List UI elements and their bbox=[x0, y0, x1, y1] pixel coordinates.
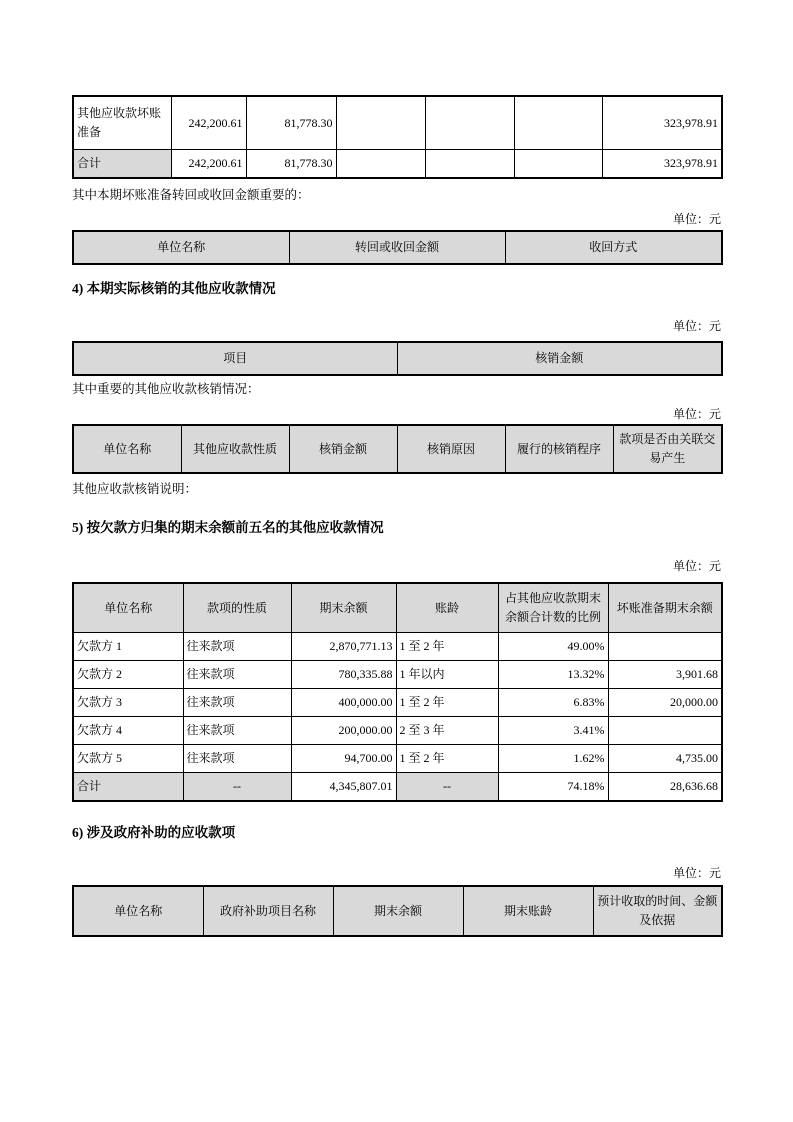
unit-label: 单位：元 bbox=[672, 407, 721, 421]
column-header: 政府补助项目名称 bbox=[203, 886, 333, 936]
cell-empty bbox=[336, 96, 425, 150]
total-label: 合计 bbox=[73, 150, 171, 179]
aging-cell: 1 至 2 年 bbox=[396, 633, 498, 661]
ratio-cell: 6.83% bbox=[498, 689, 608, 717]
column-header: 单位名称 bbox=[73, 425, 181, 473]
debtor-name: 欠款方 5 bbox=[73, 745, 183, 773]
nature-cell: 往来款项 bbox=[183, 745, 291, 773]
column-header: 坏账准备期末余额 bbox=[608, 583, 722, 633]
column-header: 单位名称 bbox=[73, 231, 289, 264]
nature-cell: 往来款项 bbox=[183, 717, 291, 745]
column-header: 核销金额 bbox=[397, 342, 722, 375]
header-row bbox=[73, 231, 722, 264]
provision-cell: 3,901.68 bbox=[608, 661, 722, 689]
provision-cell: 20,000.00 bbox=[608, 689, 722, 717]
section4-heading: 4) 本期实际核销的其他应收款情况 bbox=[72, 281, 276, 296]
balance-cell: 2,870,771.13 bbox=[291, 633, 396, 661]
table-row bbox=[73, 96, 722, 150]
debtor-name: 欠款方 3 bbox=[73, 689, 183, 717]
column-header: 账龄 bbox=[396, 583, 498, 633]
column-header: 预计收取的时间、金额及依据 bbox=[593, 886, 722, 936]
cell-value: 242,200.61 bbox=[171, 150, 246, 179]
table-row bbox=[73, 633, 722, 661]
provision-cell bbox=[608, 633, 722, 661]
section5-heading: 5) 按欠款方归集的期末余额前五名的其他应收款情况 bbox=[72, 520, 384, 535]
ratio-cell: 13.32% bbox=[498, 661, 608, 689]
subsidy-table bbox=[72, 885, 723, 937]
header-row bbox=[73, 583, 722, 633]
note-writeoff: 其中重要的其他应收款核销情况： bbox=[72, 382, 260, 396]
table-row bbox=[73, 717, 722, 745]
cell-value: 81,778.30 bbox=[246, 150, 336, 179]
debtor-name: 欠款方 1 bbox=[73, 633, 183, 661]
cell-value: 81,778.30 bbox=[246, 96, 336, 150]
section6-heading: 6) 涉及政府补助的应收款项 bbox=[72, 825, 236, 840]
column-header: 收回方式 bbox=[505, 231, 722, 264]
column-header: 期末账龄 bbox=[463, 886, 593, 936]
column-header: 款项的性质 bbox=[183, 583, 291, 633]
column-header: 款项是否由关联交易产生 bbox=[613, 425, 722, 473]
unit-label: 单位：元 bbox=[672, 559, 721, 573]
note-writeoff-desc: 其他应收款核销说明： bbox=[72, 482, 198, 496]
column-header: 期末余额 bbox=[291, 583, 396, 633]
header-row bbox=[73, 342, 722, 375]
note-recovery: 其中本期坏账准备转回或收回金额重要的： bbox=[72, 188, 310, 202]
balance-cell: 400,000.00 bbox=[291, 689, 396, 717]
cell-value: 323,978.91 bbox=[602, 96, 722, 150]
nature-cell: 往来款项 bbox=[183, 633, 291, 661]
balance-cell: 4,345,807.01 bbox=[291, 773, 396, 802]
debtor-name: 欠款方 2 bbox=[73, 661, 183, 689]
cell-empty bbox=[425, 96, 514, 150]
unit-label: 单位：元 bbox=[672, 319, 721, 333]
column-header: 单位名称 bbox=[73, 583, 183, 633]
balance-cell: 94,700.00 bbox=[291, 745, 396, 773]
table-row bbox=[73, 689, 722, 717]
column-header: 履行的核销程序 bbox=[505, 425, 613, 473]
row-label: 其他应收款坏账准备 bbox=[73, 96, 171, 150]
cell-empty bbox=[336, 150, 425, 179]
nature-cell: 往来款项 bbox=[183, 661, 291, 689]
column-header: 其他应收款性质 bbox=[181, 425, 289, 473]
unit-label: 单位：元 bbox=[672, 866, 721, 880]
cell-empty bbox=[514, 150, 602, 179]
column-header: 期末余额 bbox=[333, 886, 463, 936]
provision-continuation-table bbox=[72, 95, 723, 179]
table-total-row bbox=[73, 773, 722, 802]
nature-cell: -- bbox=[183, 773, 291, 802]
ratio-cell: 1.62% bbox=[498, 745, 608, 773]
top5-debtors-table bbox=[72, 582, 723, 802]
table-total-row bbox=[73, 150, 722, 179]
balance-cell: 200,000.00 bbox=[291, 717, 396, 745]
cell-empty bbox=[514, 96, 602, 150]
nature-cell: 往来款项 bbox=[183, 689, 291, 717]
total-label: 合计 bbox=[73, 773, 183, 802]
header-row bbox=[73, 886, 722, 936]
recovery-table bbox=[72, 230, 723, 265]
aging-cell: 2 至 3 年 bbox=[396, 717, 498, 745]
header-row bbox=[73, 425, 722, 473]
unit-label: 单位：元 bbox=[672, 212, 721, 226]
column-header: 占其他应收款期末余额合计数的比例 bbox=[498, 583, 608, 633]
debtor-name: 欠款方 4 bbox=[73, 717, 183, 745]
provision-cell bbox=[608, 717, 722, 745]
ratio-cell: 3.41% bbox=[498, 717, 608, 745]
aging-cell: 1 年以内 bbox=[396, 661, 498, 689]
provision-cell: 4,735.00 bbox=[608, 745, 722, 773]
balance-cell: 780,335.88 bbox=[291, 661, 396, 689]
table-row bbox=[73, 745, 722, 773]
ratio-cell: 49.00% bbox=[498, 633, 608, 661]
table-row bbox=[73, 661, 722, 689]
column-header: 单位名称 bbox=[73, 886, 203, 936]
writeoff-detail-table bbox=[72, 424, 723, 474]
writeoff-simple-table bbox=[72, 341, 723, 376]
ratio-cell: 74.18% bbox=[498, 773, 608, 802]
aging-cell: 1 至 2 年 bbox=[396, 745, 498, 773]
column-header: 转回或收回金额 bbox=[289, 231, 505, 264]
aging-cell: -- bbox=[396, 773, 498, 802]
cell-value: 242,200.61 bbox=[171, 96, 246, 150]
aging-cell: 1 至 2 年 bbox=[396, 689, 498, 717]
provision-cell: 28,636.68 bbox=[608, 773, 722, 802]
cell-value: 323,978.91 bbox=[602, 150, 722, 179]
column-header: 核销金额 bbox=[289, 425, 397, 473]
cell-empty bbox=[425, 150, 514, 179]
column-header: 核销原因 bbox=[397, 425, 505, 473]
column-header: 项目 bbox=[73, 342, 397, 375]
